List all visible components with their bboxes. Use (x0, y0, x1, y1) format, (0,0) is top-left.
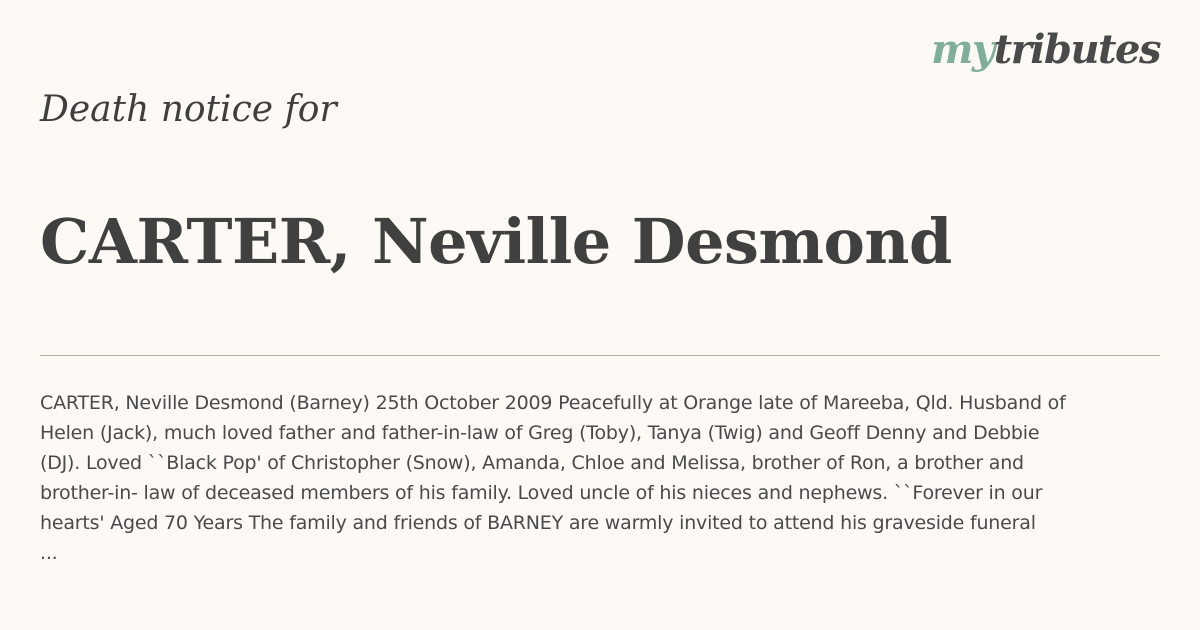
mytributes-logo (931, 26, 1160, 73)
deceased-name: CARTER, Neville Desmond (40, 205, 952, 278)
notice-body-text: CARTER, Neville Desmond (Barney) 25th October 2009 Peacefully at Orange late of Mareeba, Qld. Husband of Helen (Jack), much loved father and father-in-law of Greg (Toby), Tanya (Twig) and Geoff Denny and Debbie (DJ). Loved ``Black Pop' of Christopher (Snow), Amanda, Chloe and Melissa, brother of Ron, a brother and brother-in- law of deceased members of his family. Loved uncle of his nieces and nephews. ``Forever in our hearts' Aged 70 Years The family and friends of BARNEY are warmly invited to attend his graveside funeral ... (40, 392, 1066, 564)
logo-my-text: my (931, 26, 994, 73)
logo-tributes-text: tributes (993, 26, 1160, 73)
page-subtitle: Death notice for (40, 89, 337, 130)
divider (40, 355, 1160, 356)
